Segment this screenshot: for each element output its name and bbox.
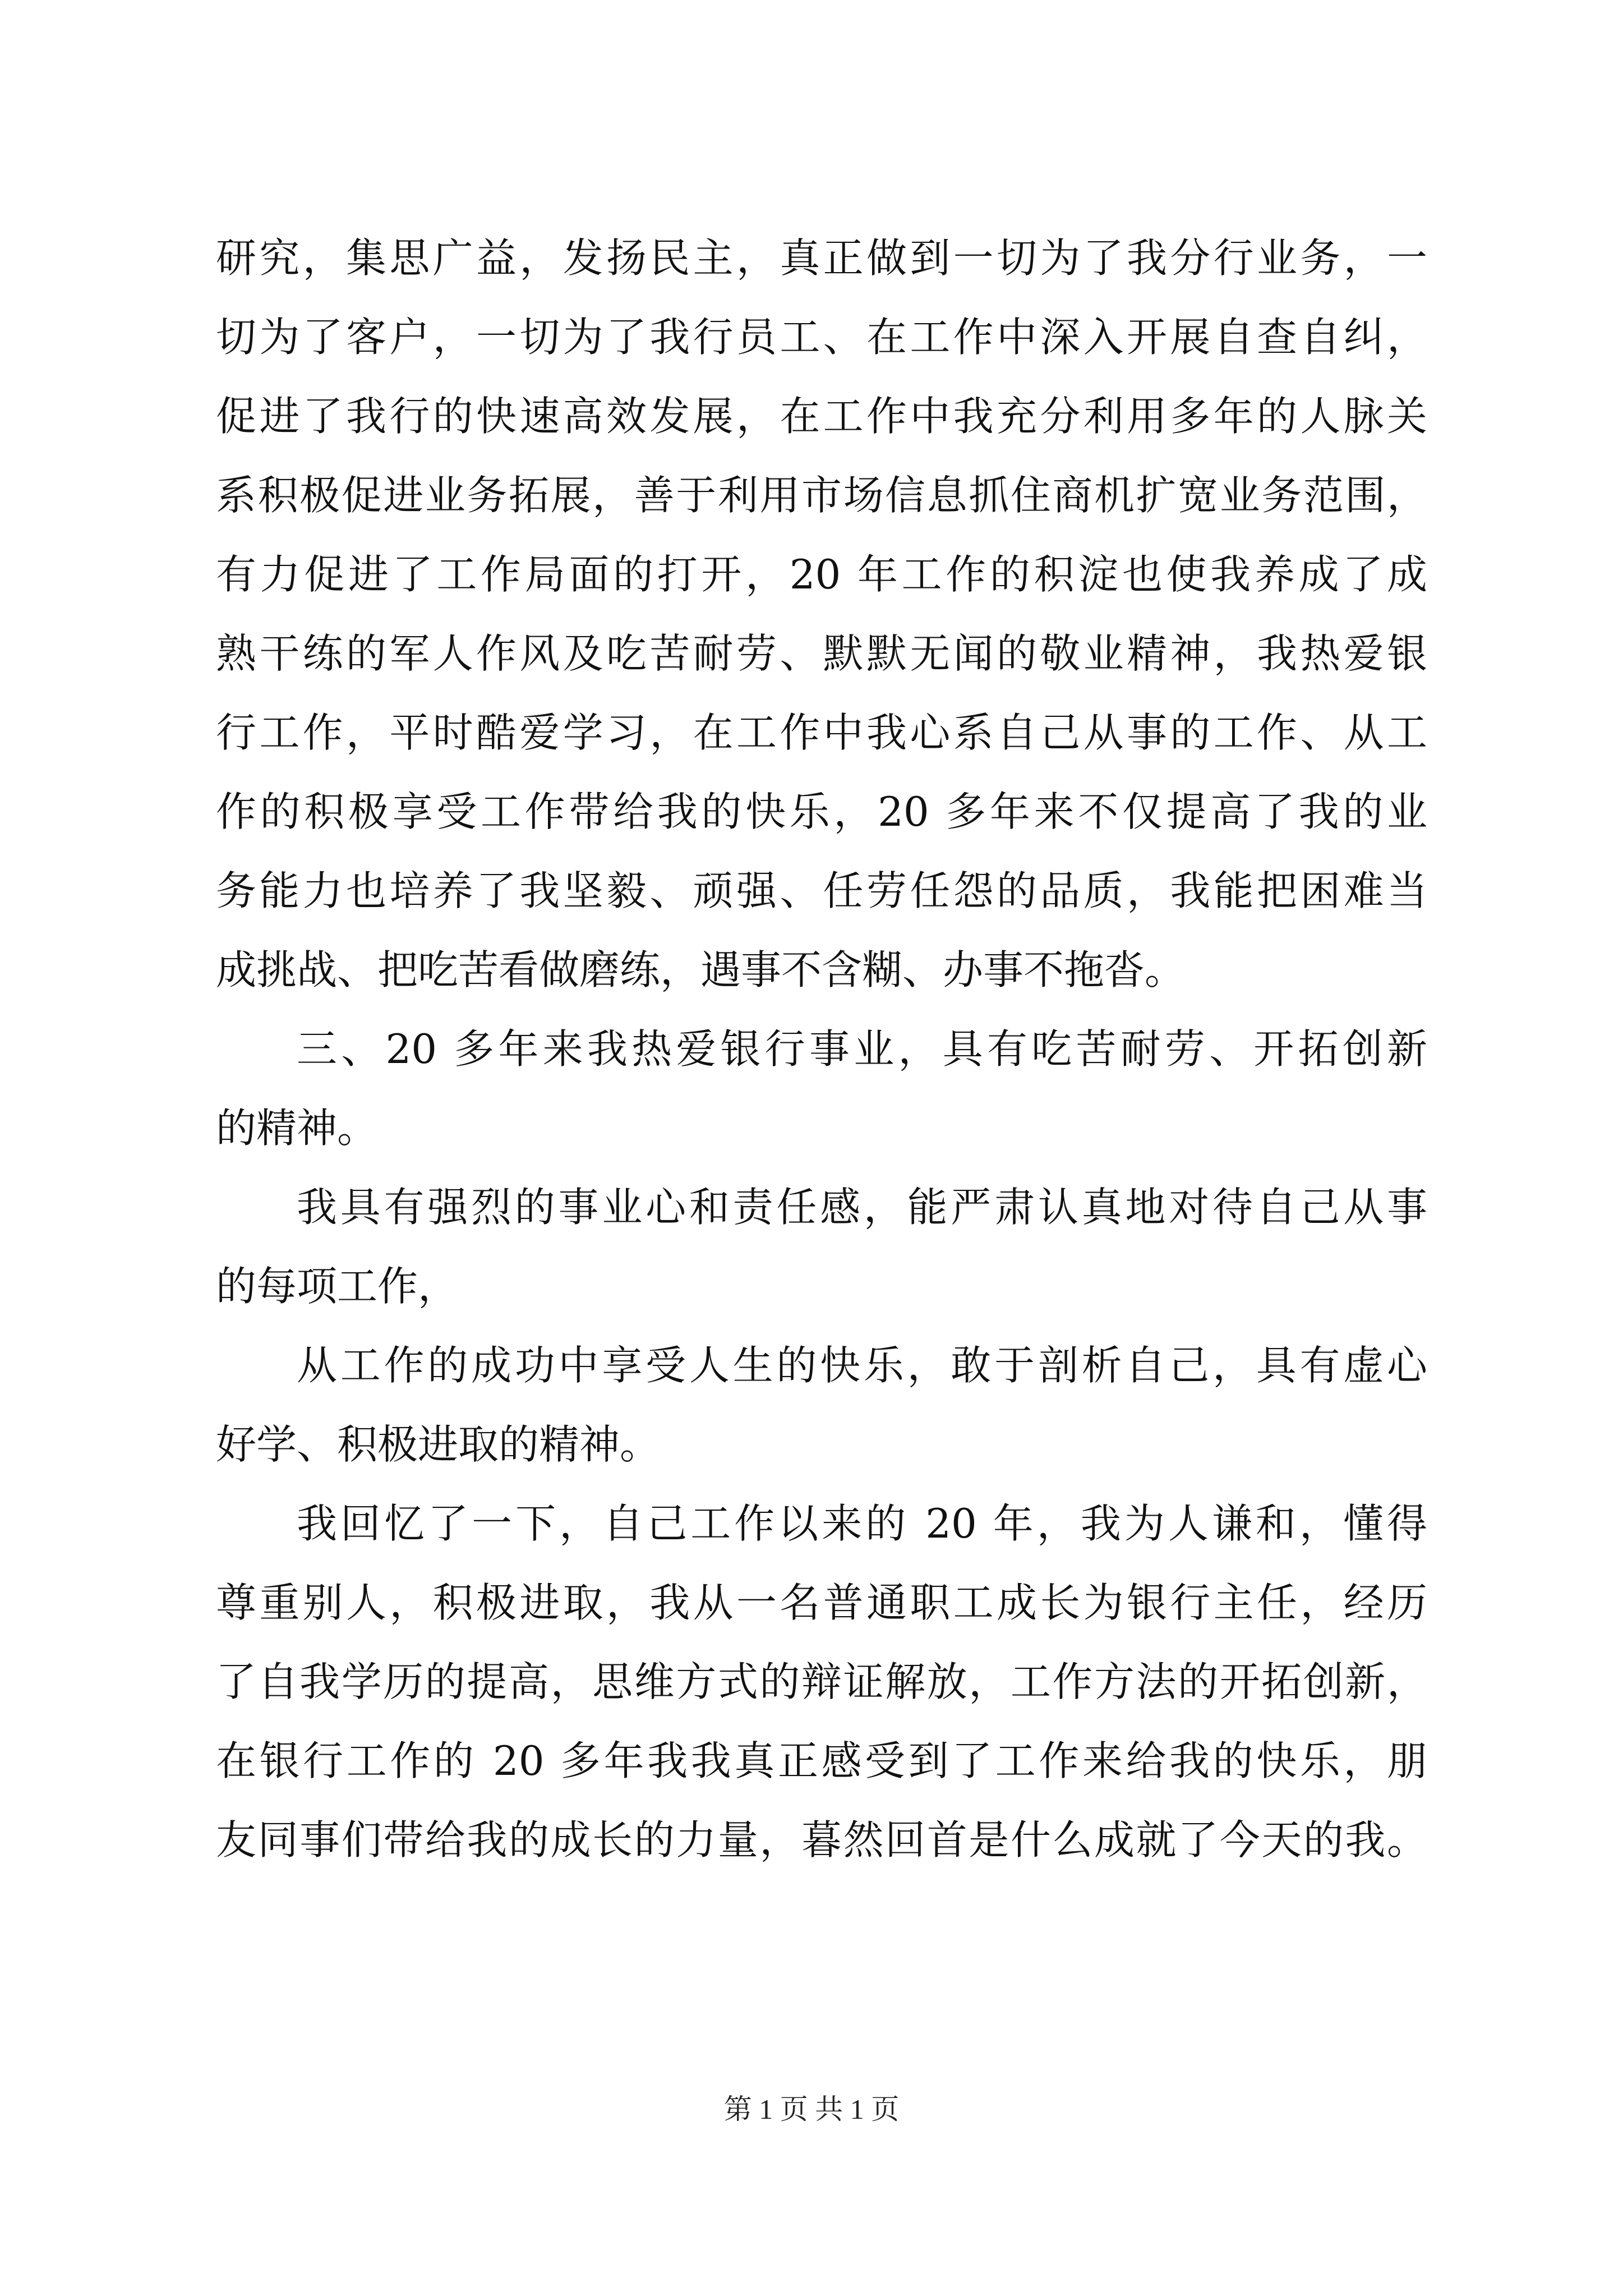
text-line: 促进了我行的快速高效发展，在工作中我充分利用多年的人脉关: [216, 393, 1427, 440]
text-line: 的每项工作，: [216, 1263, 459, 1310]
text-line: 在银行工作的 20 多年我我真正感受到了工作来给我的快乐，朋: [216, 1737, 1427, 1784]
text-line: 切为了客户，一切为了我行员工、在工作中深入开展自查自纠，: [216, 314, 1427, 361]
text-line: 了自我学历的提高，思维方式的辩证解放，工作方法的开拓创新，: [216, 1658, 1427, 1705]
text-line: 务能力也培养了我坚毅、顽强、任劳任怨的品质，我能把困难当: [216, 867, 1427, 914]
section-heading-line: 三、20 多年来我热爱银行事业，具有吃苦耐劳、开拓创新: [297, 1025, 1427, 1073]
paragraph-first-line: 我回忆了一下，自己工作以来的 20 年，我为人谦和，懂得: [297, 1500, 1427, 1547]
paragraph-first-line: 我具有强烈的事业心和责任感，能严肃认真地对待自己从事: [297, 1184, 1427, 1231]
text-line: 有力促进了工作局面的打开，20 年工作的积淀也使我养成了成: [216, 551, 1427, 598]
text-line: 熟干练的军人作风及吃苦耐劳、默默无闻的敬业精神，我热爱银: [216, 630, 1427, 677]
section-heading-line: 的精神。: [216, 1105, 378, 1152]
text-line: 作的积极享受工作带给我的快乐，20 多年来不仅提高了我的业: [216, 788, 1427, 835]
text-line: 系积极促进业务拓展，善于利用市场信息抓住商机扩宽业务范围，: [216, 472, 1427, 519]
text-line: 友同事们带给我的成长的力量，暮然回首是什么成就了今天的我。: [216, 1816, 1427, 1864]
document-body: [216, 219, 1427, 1880]
page-number-footer: 第 1 页 共 1 页: [723, 2093, 900, 2125]
text-line: 研究，集思广益，发扬民主，真正做到一切为了我分行业务，一: [216, 234, 1427, 282]
paragraph-first-line: 从工作的成功中享受人生的快乐，敢于剖析自己，具有虚心: [297, 1342, 1427, 1389]
text-line: 好学、积极进取的精神。: [216, 1421, 661, 1468]
text-line: 行工作，平时酷爱学习，在工作中我心系自己从事的工作、从工: [216, 709, 1427, 756]
text-line: 成挑战、把吃苦看做磨练，遇事不含糊、办事不拖沓。: [216, 946, 1186, 993]
text-line: 尊重别人，积极进取，我从一名普通职工成长为银行主任，经历: [216, 1579, 1427, 1626]
